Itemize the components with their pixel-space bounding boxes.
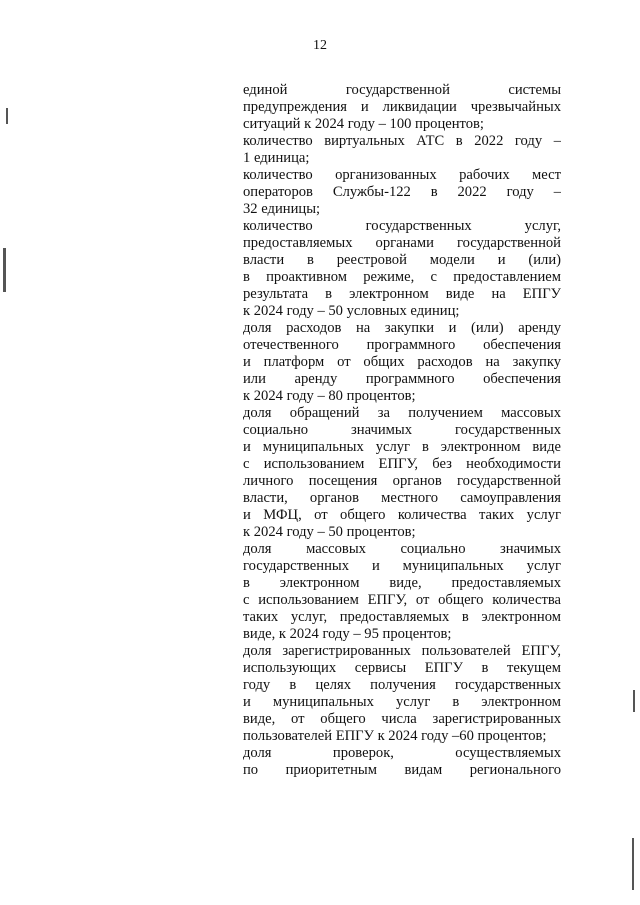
- text-line: власти, органов местного самоуправления: [243, 490, 561, 506]
- text-line: и платформ от общих расходов на закупку: [243, 354, 561, 370]
- text-line: государственных и муниципальных услуг: [243, 558, 561, 574]
- text-line: по приоритетным видам регионального: [243, 762, 561, 778]
- text-line: в электронном виде, предоставляемых: [243, 575, 561, 591]
- text-line: единой государственной системы: [243, 82, 561, 98]
- text-line: количество государственных услуг,: [243, 218, 561, 234]
- text-line: доля проверок, осуществляемых: [243, 745, 561, 761]
- page-number: 12: [313, 38, 327, 53]
- text-line: к 2024 году – 80 процентов;: [243, 388, 416, 404]
- left-margin-mark-top: [6, 108, 8, 124]
- right-margin-mark-1: [633, 690, 635, 712]
- text-line: социально значимых государственных: [243, 422, 561, 438]
- text-line: 1 единица;: [243, 150, 310, 166]
- text-line: таких услуг, предоставляемых в электронном: [243, 609, 561, 625]
- text-line: операторов Службы-122 в 2022 году –: [243, 184, 561, 200]
- text-line: и муниципальных услуг в электронном: [243, 694, 561, 710]
- text-line: количество виртуальных АТС в 2022 году –: [243, 133, 561, 149]
- text-line: виде, от общего числа зарегистрированных: [243, 711, 561, 727]
- text-line: власти в реестровой модели и (или): [243, 252, 561, 268]
- text-line: в проактивном режиме, с предоставлением: [243, 269, 561, 285]
- text-line: к 2024 году – 50 условных единиц;: [243, 303, 460, 319]
- text-line: доля обращений за получением массовых: [243, 405, 561, 421]
- text-line: отечественного программного обеспечения: [243, 337, 561, 353]
- text-line: результата в электронном виде на ЕПГУ: [243, 286, 561, 302]
- left-margin-mark-middle: [3, 248, 6, 292]
- text-line: с использованием ЕПГУ, от общего количества: [243, 592, 561, 608]
- text-line: году в целях получения государственных: [243, 677, 561, 693]
- text-line: к 2024 году – 50 процентов;: [243, 524, 416, 540]
- text-line: и МФЦ, от общего количества таких услуг: [243, 507, 561, 523]
- text-line: виде, к 2024 году – 95 процентов;: [243, 626, 452, 642]
- text-line: и муниципальных услуг в электронном виде: [243, 439, 561, 455]
- text-line: с использованием ЕПГУ, без необходимости: [243, 456, 561, 472]
- text-line: или аренду программного обеспечения: [243, 371, 561, 387]
- text-line: пользователей ЕПГУ к 2024 году –60 процентов;: [243, 728, 547, 744]
- body-text: [243, 82, 561, 779]
- text-line: ситуаций к 2024 году – 100 процентов;: [243, 116, 484, 132]
- text-line: доля расходов на закупки и (или) аренду: [243, 320, 561, 336]
- text-line: количество организованных рабочих мест: [243, 167, 561, 183]
- text-line: 32 единицы;: [243, 201, 321, 217]
- text-line: личного посещения органов государственной: [243, 473, 561, 489]
- text-line: доля массовых социально значимых: [243, 541, 561, 557]
- text-line: доля зарегистрированных пользователей ЕПГУ,: [243, 643, 561, 659]
- text-line: предоставляемых органами государственной: [243, 235, 561, 251]
- right-margin-mark-2: [632, 838, 634, 890]
- text-line: предупреждения и ликвидации чрезвычайных: [243, 99, 561, 115]
- text-line: использующих сервисы ЕПГУ в текущем: [243, 660, 561, 676]
